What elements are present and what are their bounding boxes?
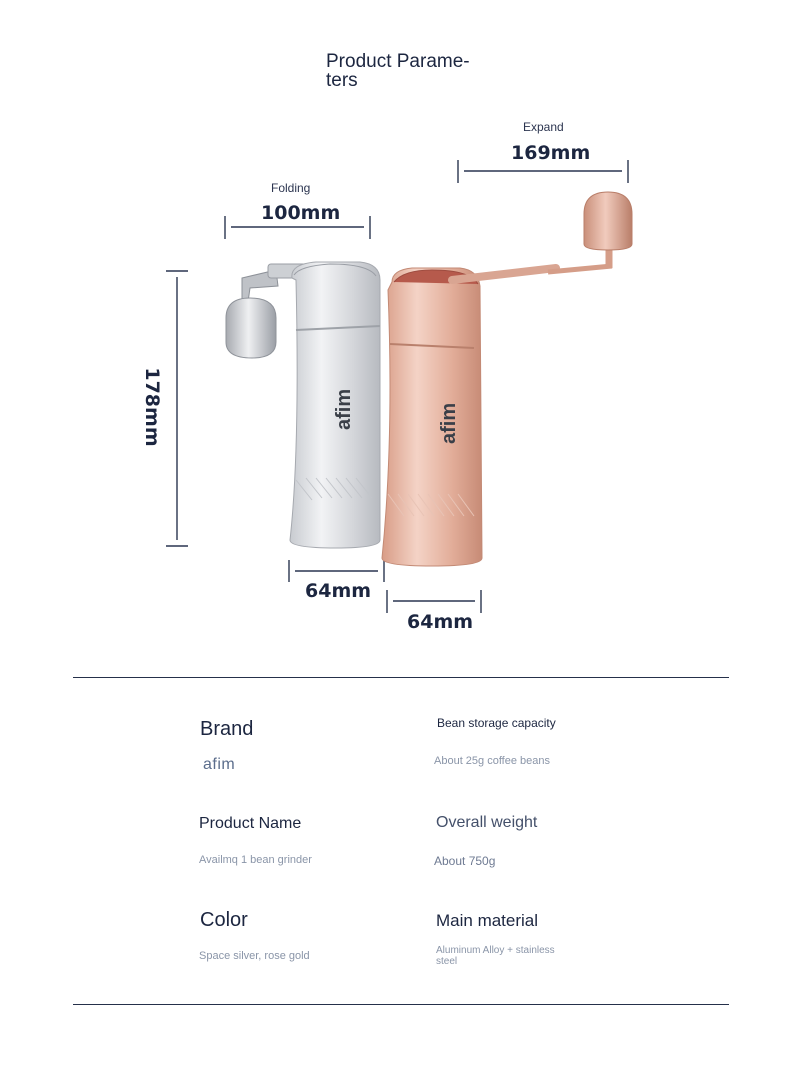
weight-label: Overall weight [436, 814, 538, 831]
top-divider [73, 677, 729, 678]
width-silver-value: 64mm [305, 580, 372, 602]
folding-value: 100mm [261, 202, 341, 224]
expand-value: 169mm [511, 142, 591, 164]
material-label: Main material [436, 911, 539, 930]
height-value: 178mm [141, 367, 163, 447]
brand-label: Brand [200, 718, 254, 740]
folding-label: Folding [271, 181, 311, 195]
bottom-divider [73, 1004, 729, 1005]
page-title: Product Parame- ters [326, 51, 470, 91]
rose-grinder [382, 192, 632, 566]
silver-logo-text: afim [333, 388, 355, 430]
capacity-label: Bean storage capacity [437, 716, 556, 730]
capacity-value: About 25g coffee beans [434, 755, 551, 767]
product-name-value: Availmq 1 bean grinder [199, 854, 312, 866]
silver-grinder [226, 262, 380, 548]
width-rose-value: 64mm [407, 611, 474, 633]
color-label: Color [200, 909, 248, 931]
product-name-label: Product Name [199, 815, 302, 832]
material-value: Aluminum Alloy + stainless steel [436, 945, 555, 967]
brand-value: afim [203, 756, 236, 773]
expand-label: Expand [523, 120, 564, 134]
color-value: Space silver, rose gold [199, 950, 310, 962]
rose-logo-text: afim [438, 402, 460, 444]
weight-value: About 750g [434, 854, 496, 868]
